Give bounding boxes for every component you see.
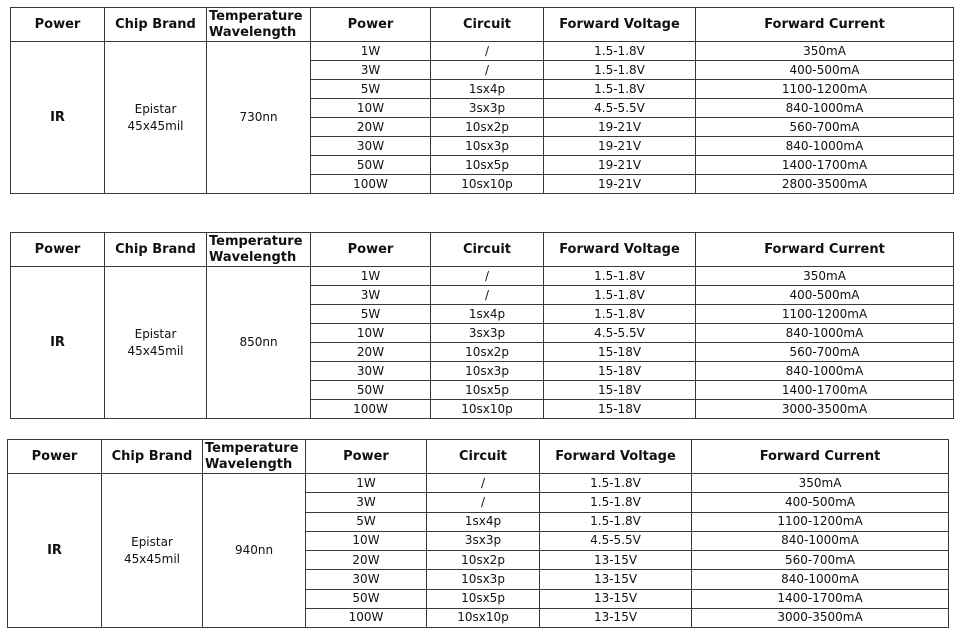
circuit-cell: 10sx3p: [431, 362, 544, 381]
col-header-power-rating: Power: [306, 440, 427, 474]
wavelength-label: Wavelength: [205, 456, 293, 472]
chip-size: 45x45mil: [127, 343, 184, 358]
power-cell: 50W: [311, 156, 431, 175]
circuit-cell: 1sx4p: [431, 305, 544, 324]
col-header-forward-voltage: Forward Voltage: [544, 233, 696, 267]
header-row: [11, 8, 954, 42]
current-cell: 840-1000mA: [692, 570, 949, 589]
temperature-label: Temperature: [205, 440, 299, 456]
power-cell: 100W: [311, 175, 431, 194]
col-header-temperature-wavelength: [203, 440, 306, 474]
table-row: [11, 42, 954, 61]
col-header-forward-voltage: Forward Voltage: [544, 8, 696, 42]
chip-brand-cell: [105, 267, 207, 419]
chip-size: 45x45mil: [124, 551, 180, 566]
col-header-chip-brand: Chip Brand: [105, 233, 207, 267]
type-cell: IR: [11, 267, 105, 419]
circuit-cell: 10sx2p: [427, 551, 540, 570]
current-cell: 560-700mA: [692, 551, 949, 570]
current-cell: 840-1000mA: [696, 362, 954, 381]
voltage-cell: 1.5-1.8V: [540, 493, 692, 512]
power-cell: 50W: [306, 589, 427, 608]
power-cell: 10W: [311, 99, 431, 118]
current-cell: 3000-3500mA: [696, 400, 954, 419]
col-header-circuit: Circuit: [431, 233, 544, 267]
current-cell: 1400-1700mA: [692, 589, 949, 608]
voltage-cell: 19-21V: [544, 175, 696, 194]
circuit-cell: /: [427, 474, 540, 493]
voltage-cell: 4.5-5.5V: [544, 99, 696, 118]
power-cell: 3W: [311, 286, 431, 305]
current-cell: 840-1000mA: [696, 324, 954, 343]
power-cell: 30W: [311, 362, 431, 381]
voltage-cell: 15-18V: [544, 381, 696, 400]
power-cell: 30W: [306, 570, 427, 589]
current-cell: 2800-3500mA: [696, 175, 954, 194]
wavelength-label: Wavelength: [209, 24, 297, 40]
current-cell: 350mA: [696, 267, 954, 286]
voltage-cell: 19-21V: [544, 156, 696, 175]
voltage-cell: 4.5-5.5V: [544, 324, 696, 343]
circuit-cell: 10sx2p: [431, 343, 544, 362]
current-cell: 560-700mA: [696, 343, 954, 362]
power-cell: 20W: [311, 343, 431, 362]
wavelength-label: Wavelength: [209, 249, 297, 265]
brand-name: Epistar: [131, 534, 173, 549]
spec-table-730: [10, 7, 954, 194]
voltage-cell: 15-18V: [544, 343, 696, 362]
wavelength-cell: 940nn: [203, 474, 306, 628]
chip-brand-cell: [105, 42, 207, 194]
col-header-power: Power: [11, 8, 105, 42]
power-cell: 1W: [306, 474, 427, 493]
current-cell: 1100-1200mA: [696, 305, 954, 324]
power-cell: 3W: [311, 61, 431, 80]
circuit-cell: 10sx10p: [431, 175, 544, 194]
wavelength-cell: 730nn: [207, 42, 311, 194]
voltage-cell: 1.5-1.8V: [544, 42, 696, 61]
power-cell: 100W: [306, 608, 427, 627]
circuit-cell: /: [431, 42, 544, 61]
voltage-cell: 13-15V: [540, 608, 692, 627]
current-cell: 840-1000mA: [696, 99, 954, 118]
spec-table-850: [10, 232, 954, 419]
type-cell: IR: [8, 474, 102, 628]
circuit-cell: 10sx5p: [431, 381, 544, 400]
voltage-cell: 1.5-1.8V: [544, 80, 696, 99]
current-cell: 1100-1200mA: [692, 512, 949, 531]
current-cell: 350mA: [696, 42, 954, 61]
voltage-cell: 1.5-1.8V: [544, 286, 696, 305]
voltage-cell: 1.5-1.8V: [540, 512, 692, 531]
current-cell: 3000-3500mA: [692, 608, 949, 627]
power-cell: 100W: [311, 400, 431, 419]
voltage-cell: 1.5-1.8V: [540, 474, 692, 493]
circuit-cell: 10sx5p: [427, 589, 540, 608]
voltage-cell: 4.5-5.5V: [540, 531, 692, 550]
circuit-cell: /: [427, 493, 540, 512]
voltage-cell: 13-15V: [540, 551, 692, 570]
chip-brand-cell: [102, 474, 203, 628]
circuit-cell: 3sx3p: [431, 324, 544, 343]
col-header-chip-brand: Chip Brand: [102, 440, 203, 474]
col-header-forward-current: Forward Current: [692, 440, 949, 474]
current-cell: 1100-1200mA: [696, 80, 954, 99]
temperature-label: Temperature: [209, 8, 303, 24]
circuit-cell: /: [431, 267, 544, 286]
temperature-label: Temperature: [209, 233, 303, 249]
power-cell: 3W: [306, 493, 427, 512]
power-cell: 50W: [311, 381, 431, 400]
header-row: [8, 440, 949, 474]
circuit-cell: 10sx2p: [431, 118, 544, 137]
current-cell: 840-1000mA: [692, 531, 949, 550]
circuit-cell: /: [431, 61, 544, 80]
chip-size: 45x45mil: [127, 118, 184, 133]
voltage-cell: 19-21V: [544, 137, 696, 156]
current-cell: 1400-1700mA: [696, 381, 954, 400]
circuit-cell: 1sx4p: [431, 80, 544, 99]
power-cell: 1W: [311, 267, 431, 286]
circuit-cell: 3sx3p: [427, 531, 540, 550]
current-cell: 1400-1700mA: [696, 156, 954, 175]
current-cell: 560-700mA: [696, 118, 954, 137]
current-cell: 840-1000mA: [696, 137, 954, 156]
power-cell: 5W: [311, 305, 431, 324]
power-cell: 10W: [311, 324, 431, 343]
power-cell: 20W: [311, 118, 431, 137]
current-cell: 350mA: [692, 474, 949, 493]
circuit-cell: 10sx3p: [431, 137, 544, 156]
voltage-cell: 15-18V: [544, 362, 696, 381]
power-cell: 5W: [311, 80, 431, 99]
col-header-circuit: Circuit: [431, 8, 544, 42]
col-header-temperature-wavelength: [207, 8, 311, 42]
power-cell: 5W: [306, 512, 427, 531]
voltage-cell: 1.5-1.8V: [544, 305, 696, 324]
col-header-power: Power: [8, 440, 102, 474]
col-header-chip-brand: Chip Brand: [105, 8, 207, 42]
current-cell: 400-500mA: [696, 61, 954, 80]
col-header-forward-current: Forward Current: [696, 8, 954, 42]
circuit-cell: 3sx3p: [431, 99, 544, 118]
header-row: [11, 233, 954, 267]
voltage-cell: 13-15V: [540, 570, 692, 589]
current-cell: 400-500mA: [696, 286, 954, 305]
brand-name: Epistar: [134, 326, 177, 341]
wavelength-cell: 850nn: [207, 267, 311, 419]
circuit-cell: 10sx3p: [427, 570, 540, 589]
circuit-cell: 1sx4p: [427, 512, 540, 531]
type-cell: IR: [11, 42, 105, 194]
voltage-cell: 13-15V: [540, 589, 692, 608]
col-header-forward-voltage: Forward Voltage: [540, 440, 692, 474]
power-cell: 20W: [306, 551, 427, 570]
voltage-cell: 1.5-1.8V: [544, 267, 696, 286]
table-row: [11, 267, 954, 286]
power-cell: 10W: [306, 531, 427, 550]
power-cell: 30W: [311, 137, 431, 156]
col-header-circuit: Circuit: [427, 440, 540, 474]
power-cell: 1W: [311, 42, 431, 61]
circuit-cell: 10sx10p: [431, 400, 544, 419]
circuit-cell: 10sx10p: [427, 608, 540, 627]
circuit-cell: 10sx5p: [431, 156, 544, 175]
col-header-power-rating: Power: [311, 233, 431, 267]
voltage-cell: 1.5-1.8V: [544, 61, 696, 80]
col-header-power: Power: [11, 233, 105, 267]
circuit-cell: /: [431, 286, 544, 305]
brand-name: Epistar: [134, 101, 177, 116]
voltage-cell: 15-18V: [544, 400, 696, 419]
current-cell: 400-500mA: [692, 493, 949, 512]
col-header-temperature-wavelength: [207, 233, 311, 267]
col-header-power-rating: Power: [311, 8, 431, 42]
voltage-cell: 19-21V: [544, 118, 696, 137]
spec-table-940: [7, 439, 949, 628]
table-row: [8, 474, 949, 493]
col-header-forward-current: Forward Current: [696, 233, 954, 267]
